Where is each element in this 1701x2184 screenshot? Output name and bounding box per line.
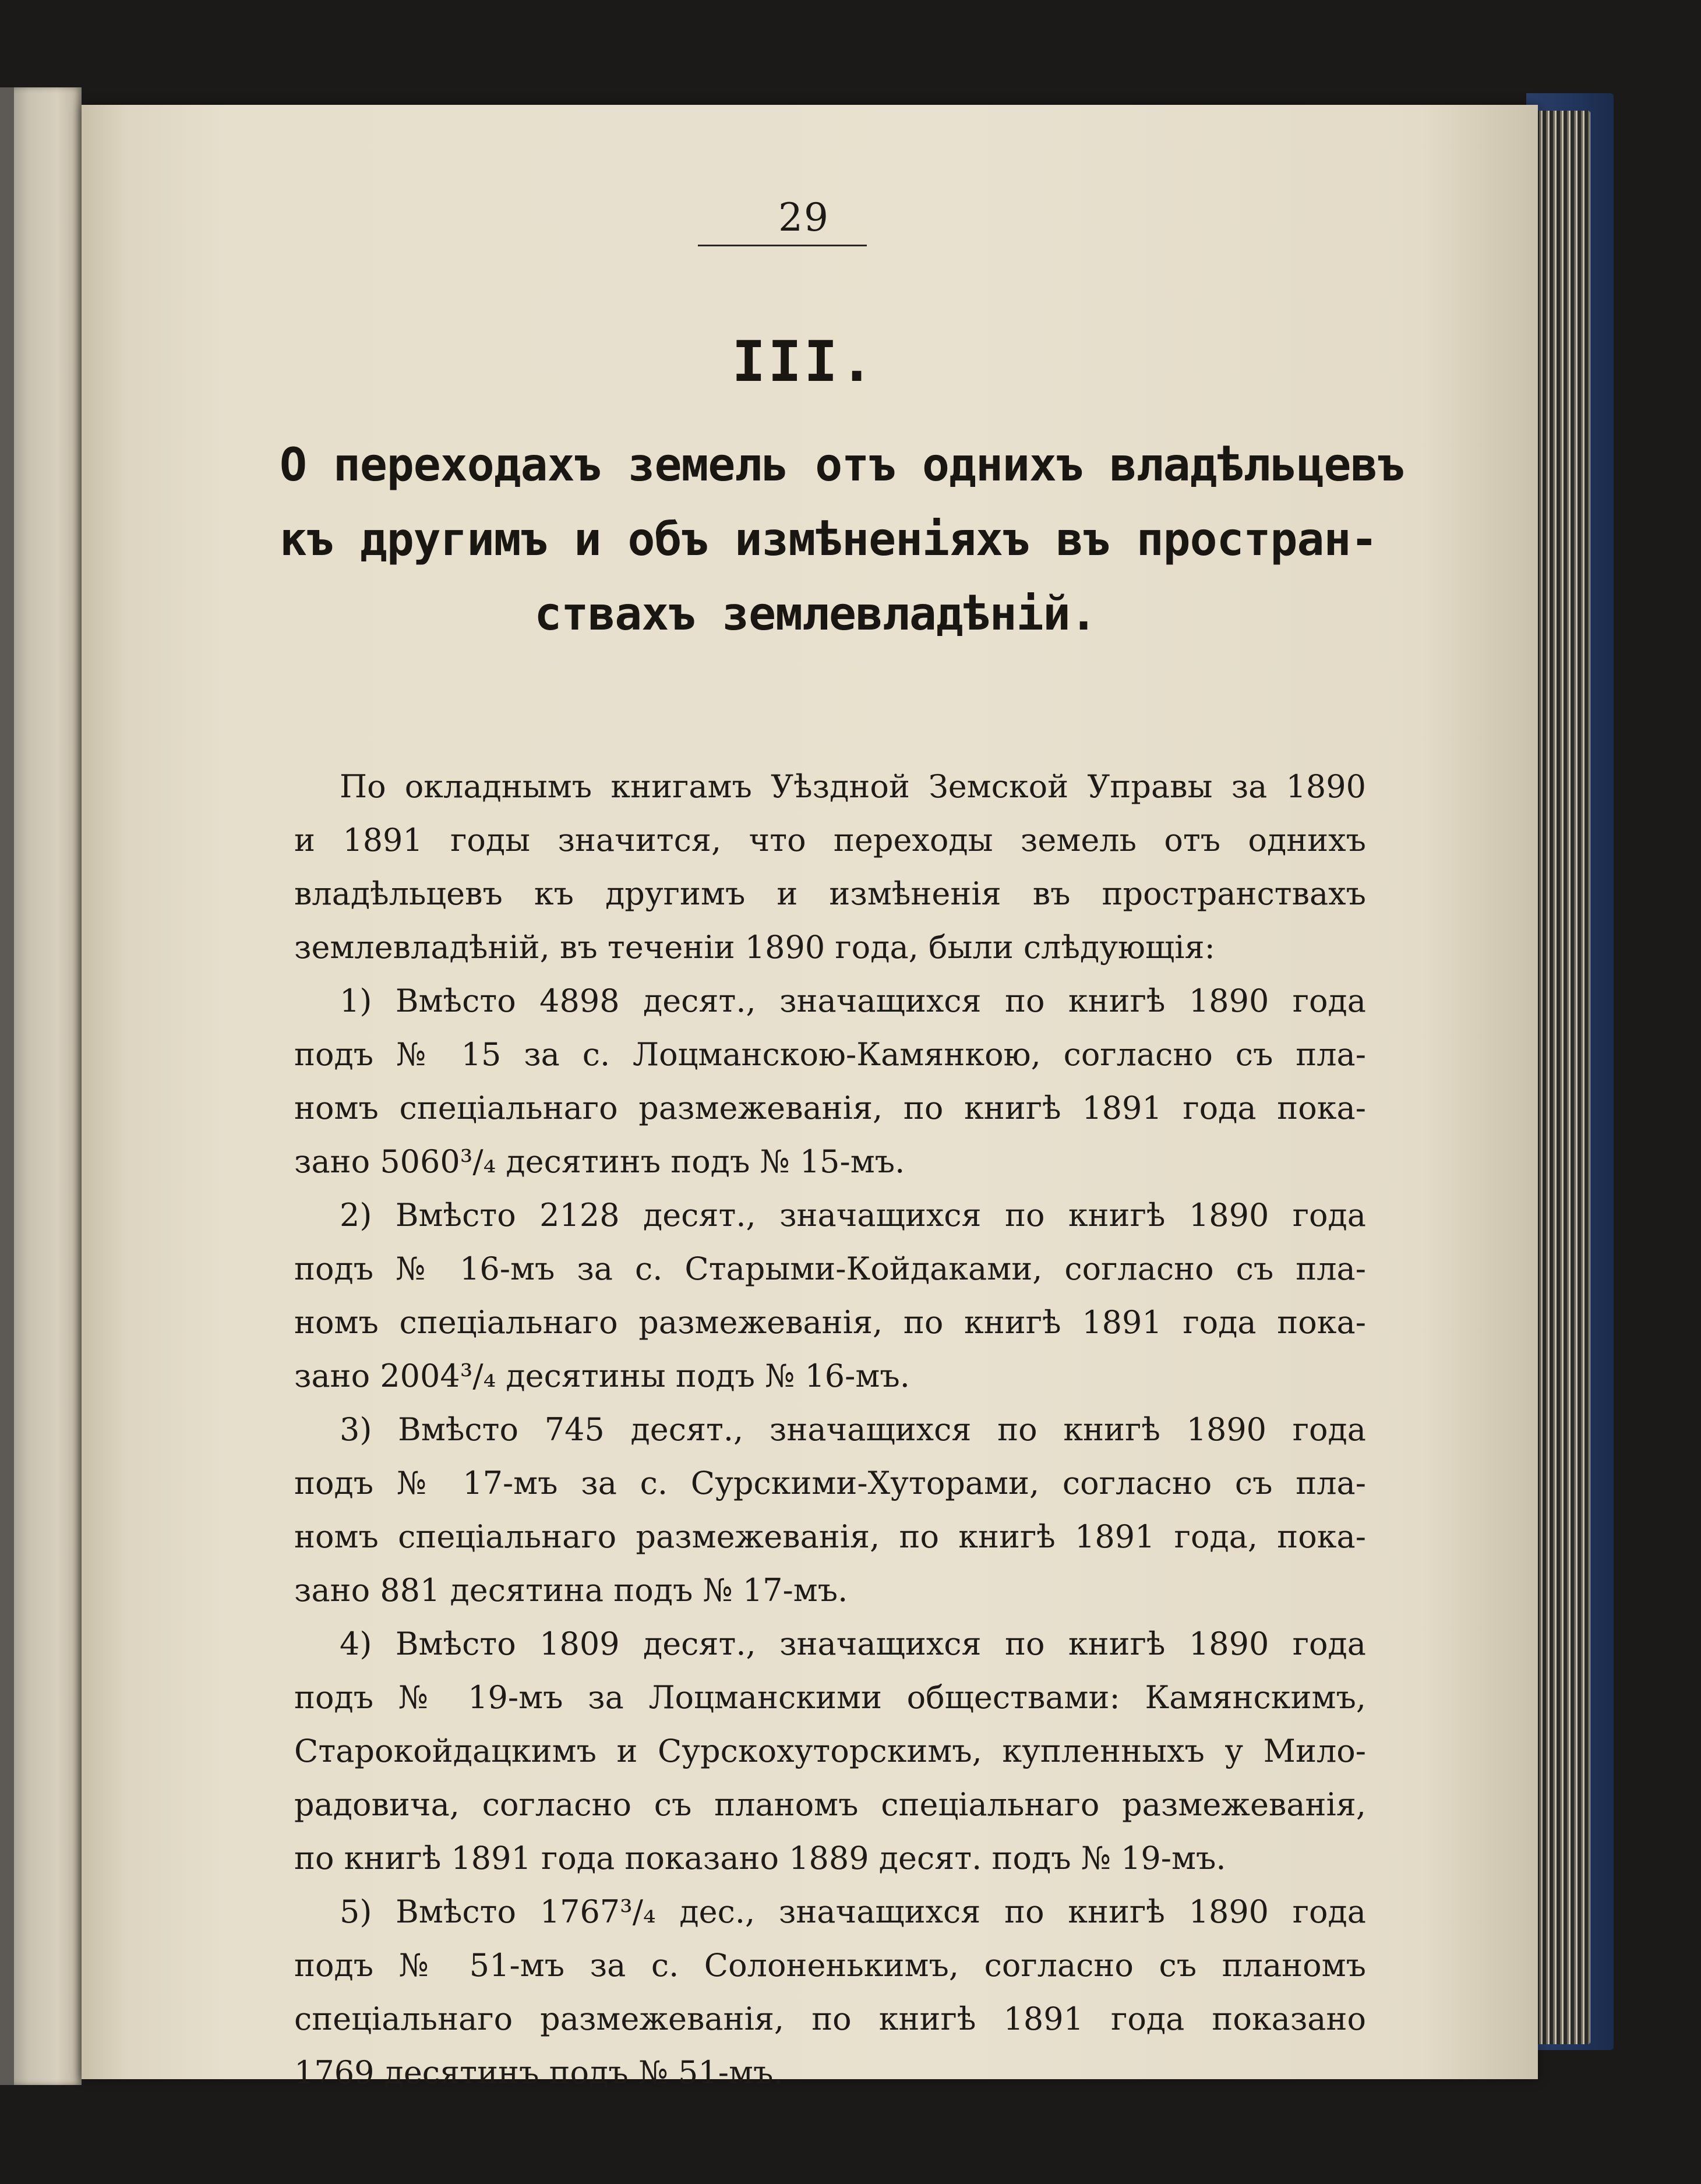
body-line: подъ № 17-мъ за с. Сурскими-Хуторами, согласно съ пла- (294, 1465, 1366, 1501)
body-line: 1769 десятинъ подъ № 51-мъ. (294, 2054, 784, 2091)
body-line: зано 5060³/₄ десятинъ подъ № 15-мъ. (294, 1143, 905, 1180)
body-line: радовича, согласно съ планомъ спеціальнаго размежеванія, (294, 1786, 1366, 1823)
body-line: подъ № 51-мъ за с. Солоненькимъ, согласно съ планомъ (294, 1947, 1366, 1984)
body-line: 1) Вмѣсто 4898 десят., значащихся по книгѣ 1890 года (340, 983, 1366, 1019)
body-line: зано 2004³/₄ десятины подъ № 16-мъ. (294, 1358, 910, 1394)
section-numeral: III. (732, 329, 876, 394)
body-line: 2) Вмѣсто 2128 десят., значащихся по книгѣ 1890 года (340, 1197, 1366, 1234)
section-heading (280, 428, 1404, 652)
heading-line: О переходахъ земель отъ однихъ владѣльцевъ (280, 439, 1404, 492)
page-number: 29 (778, 195, 830, 240)
body-line: 4) Вмѣсто 1809 десят., значащихся по книгѣ 1890 года (340, 1625, 1366, 1662)
body-line: владѣльцевъ къ другимъ и измѣненія въ пространствахъ (294, 875, 1366, 912)
body-line: землевладѣній, въ теченіи 1890 года, были слѣдующія: (294, 929, 1215, 966)
body-line: спеціальнаго размежеванія, по книгѣ 1891 года показано (294, 2001, 1366, 2037)
heading-line: ствахъ землевладѣній. (534, 588, 1097, 641)
heading-line: къ другимъ и объ измѣненіяхъ въ простран- (280, 514, 1378, 566)
body-line: подъ № 15 за с. Лоцманскою-Камянкою, согласно съ пла- (294, 1036, 1366, 1073)
body-line: подъ № 19-мъ за Лоцманскими обществами: Камянскимъ, (294, 1679, 1366, 1716)
book-page (82, 105, 1538, 2091)
body-line: и 1891 годы значится, что переходы земель отъ однихъ (294, 822, 1366, 858)
body-line: по книгѣ 1891 года показано 1889 десят. подъ № 19-мъ. (294, 1840, 1226, 1876)
body-line: номъ спеціальнаго размежеванія, по книгѣ 1891 года, пока- (294, 1518, 1366, 1555)
body-line: номъ спеціальнаго размежеванія, по книгѣ 1891 года пока- (294, 1090, 1366, 1126)
page-gutter-shadow (0, 87, 14, 2085)
body-line: Старокойдацкимъ и Сурскохуторскимъ, купленныхъ у Мило- (294, 1733, 1366, 1769)
body-line: 3) Вмѣсто 745 десят., значащихся по книгѣ 1890 года (340, 1411, 1366, 1448)
page-number-rule (698, 245, 867, 246)
body-line: подъ № 16-мъ за с. Старыми-Койдаками, согласно съ пла- (294, 1250, 1366, 1287)
body-line: зано 881 десятина подъ № 17-мъ. (294, 1572, 848, 1609)
body-line: номъ спеціальнаго размежеванія, по книгѣ 1891 года пока- (294, 1304, 1366, 1341)
body-line: По окладнымъ книгамъ Уѣздной Земской Управы за 1890 (340, 768, 1366, 805)
body-line: 5) Вмѣсто 1767³/₄ дес., значащихся по книгѣ 1890 года (340, 1893, 1366, 1930)
body-text (294, 760, 1366, 2100)
